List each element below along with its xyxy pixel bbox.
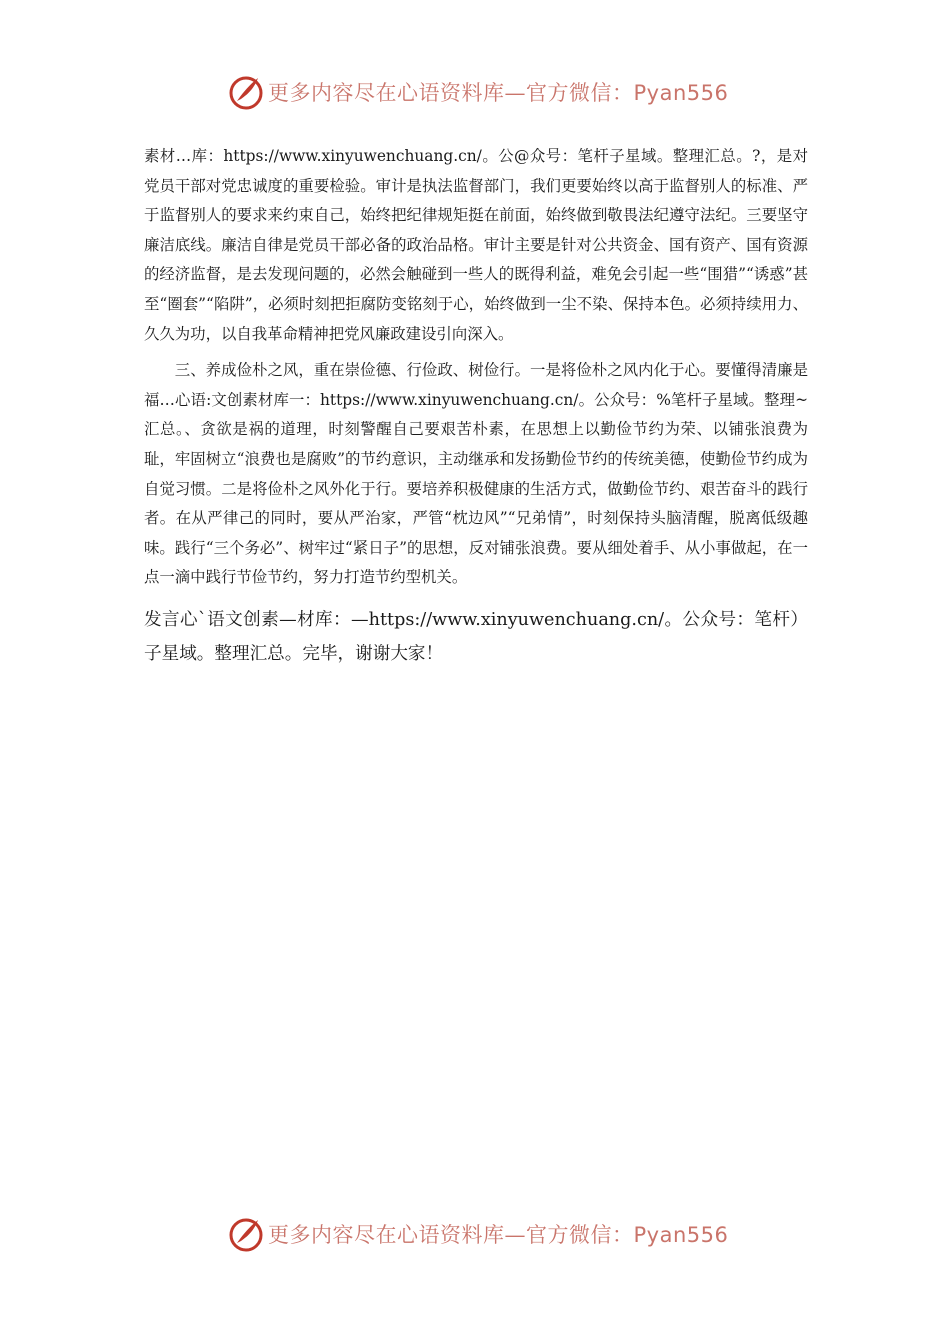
footer-wechat-id: Pyan556	[633, 1223, 729, 1247]
header-banner-main: 更多内容尽在心语资料库	[268, 81, 505, 105]
quill-pen-logo-icon	[228, 74, 264, 110]
footer-banner-main: 更多内容尽在心语资料库	[268, 1223, 505, 1247]
paragraph-2: 三、养成俭朴之风，重在崇俭德、行俭政、树俭行。一是将俭朴之风内化于心。要懂得清廉是福…心语:文创素材库一：https://www.xinyuwenchuang.cn/。公众号：%笔杆子星域。整理~汇总。、贪欲是祸的道理，时刻警醒自己要艰苦朴素，在思想上以勤俭节约为荣、以铺张浪费为耻，牢固树立“浪费也是腐败”的节约意识，主动继承和发扬勤俭节约的传统美德，使勤俭节约成为自觉习惯。二是将俭朴之风外化于行。要培养积极健康的生活方式，做勤俭节约、艰苦奋斗的践行者。在从严律己的同时，要从严治家，严管“枕边风”“兄弟情”，时刻保持头脑清醒，脱离低级趣味。践行“三个务必”、树牢过“紧日子”的思想，反对铺张浪费。要从细处着手、从小事做起，在一点一滴中践行节俭节约，努力打造节约型机关。	[144, 361, 808, 587]
document-body	[144, 142, 808, 671]
header-banner-dash: —官方微信：	[504, 81, 634, 105]
footer-banner-dash: —官方微信：	[504, 1223, 634, 1247]
footer-banner	[228, 1214, 748, 1254]
quill-pen-logo-icon	[228, 1216, 264, 1252]
header-wechat-id: Pyan556	[633, 81, 729, 105]
closing-paragraph: 发言心`语文创素—材库：—https://www.xinyuwenchuang.cn/。公众号：笔杆）子星域。整理汇总。完毕，谢谢大家！	[144, 609, 808, 664]
header-banner	[228, 72, 748, 112]
header-banner-text	[268, 77, 728, 107]
paragraph-1: 素材…库：https://www.xinyuwenchuang.cn/。公@众号：笔杆子星域。整理汇总。?，是对党员干部对党忠诚度的重要检验。审计是执法监督部门，我们更要始终以高于监督别人的标准、严于监督别人的要求来约束自己，始终把纪律规矩挺在前面，始终做到敬畏法纪遵守法纪。三要坚守廉洁底线。廉洁自律是党员干部必备的政治品格。审计主要是针对公共资金、国有资产、国有资源的经济监督，是去发现问题的，必然会触碰到一些人的既得利益，难免会引起一些“围猎”“诱惑”甚至“圈套”“陷阱”，必须时刻把拒腐防变铭刻于心，始终做到一尘不染、保持本色。必须持续用力、久久为功，以自我革命精神把党风廉政建设引向深入。	[144, 147, 808, 343]
footer-banner-text	[268, 1219, 728, 1249]
